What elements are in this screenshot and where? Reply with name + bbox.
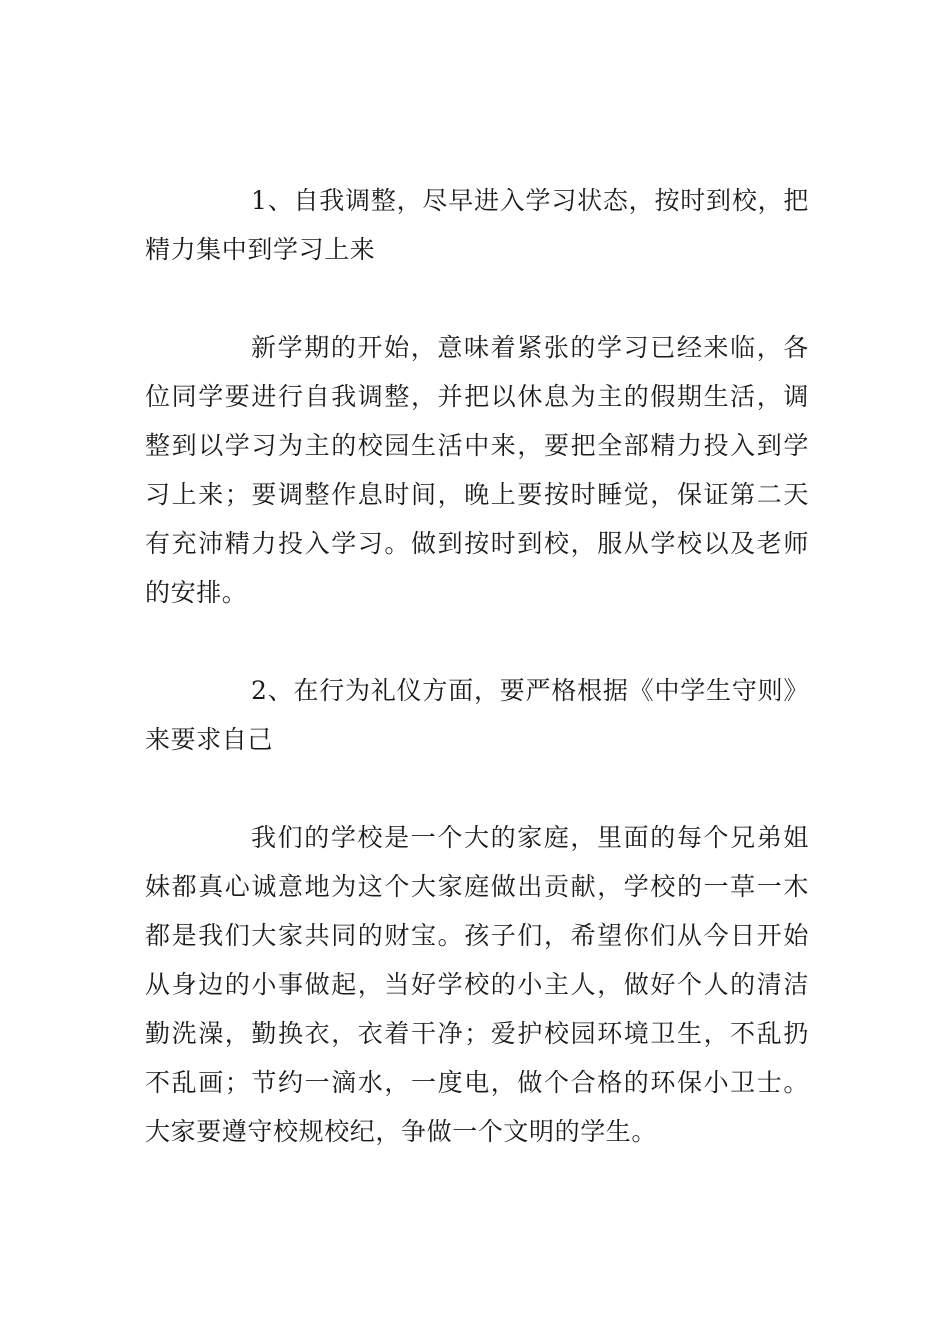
document-body [145, 176, 809, 1156]
body-paragraph-1: 新学期的开始，意味着紧张的学习已经来临，各位同学要进行自我调整，并把以休息为主的假期生活，调整到以学习为主的校园生活中来，要把全部精力投入到学习上来；要调整作息时间，晚上要按时睡觉，保证第二天有充沛精力投入学习。做到按时到校，服从学校以及老师的安排。 [145, 333, 809, 607]
body-paragraph-2: 我们的学校是一个大的家庭，里面的每个兄弟姐妹都真心诚意地为这个大家庭做出贡献，学校的一草一木都是我们大家共同的财宝。孩子们，希望你们从今日开始从身边的小事做起，当好学校的小主人，做好个人的清洁勤洗澡，勤换衣，衣着干净；爱护校园环境卫生，不乱扔不乱画；节约一滴水，一度电，做个合格的环保小卫士。大家要遵守校规校纪，争做一个文明的学生。 [145, 823, 809, 1146]
section-heading-2: 2、在行为礼仪方面，要严格根据《中学生守则》来要求自己 [145, 676, 809, 754]
section-heading-1: 1、自我调整，尽早进入学习状态，按时到校，把精力集中到学习上来 [145, 186, 809, 264]
